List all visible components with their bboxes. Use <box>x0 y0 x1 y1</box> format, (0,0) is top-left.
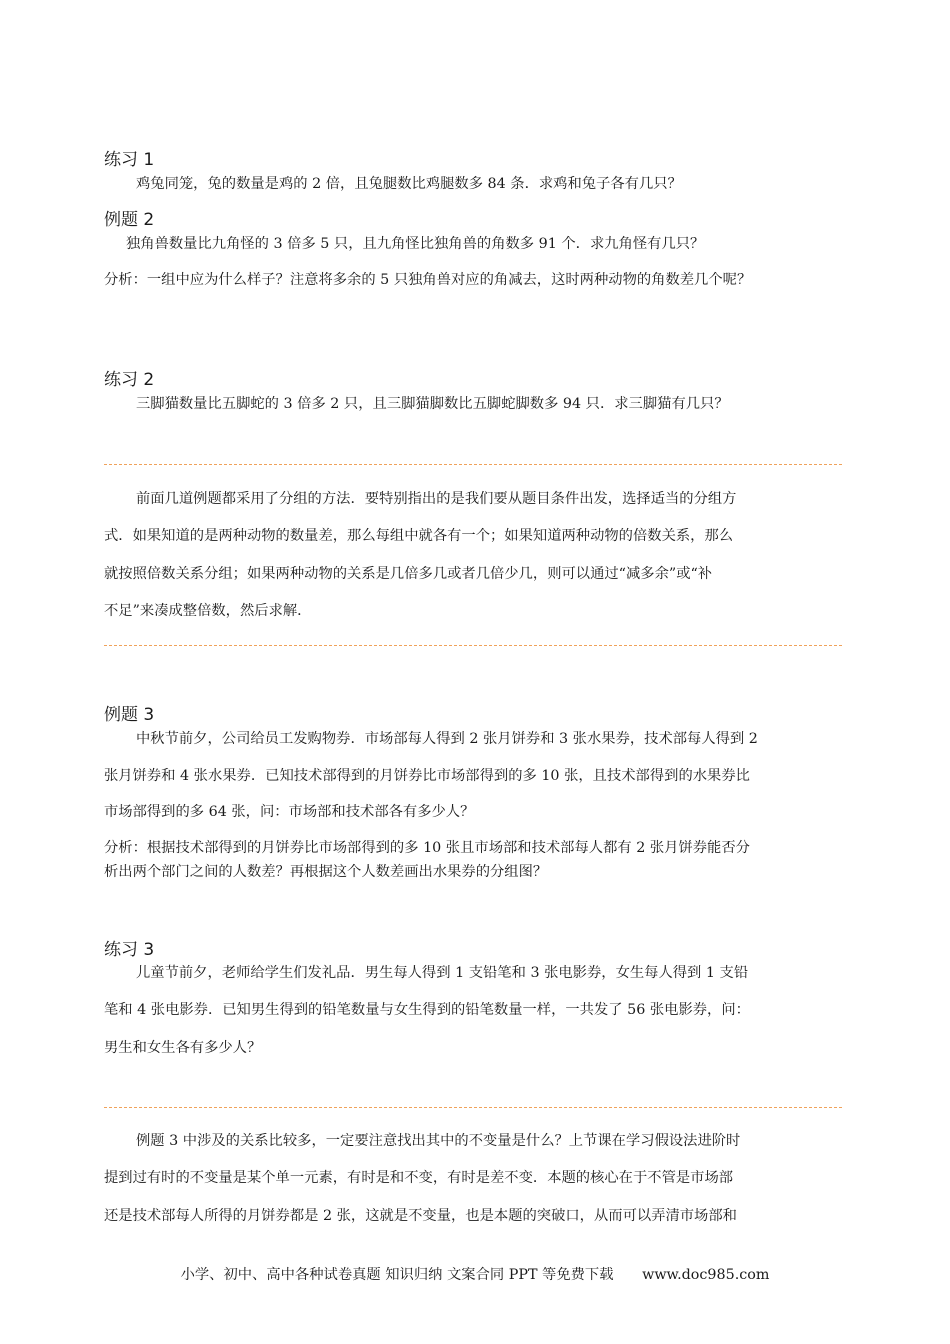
note-1-line: 式．如果知道的是两种动物的数量差，那么每组中就各有一个；如果知道两种动物的倍数关系，那么 <box>104 528 734 544</box>
note-2-line: 提到过有时的不变量是某个单一元素，有时是和不变，有时是差不变．本题的核心在于不管是市场部 <box>104 1170 734 1186</box>
practice-1-heading: 练习 1 <box>104 150 155 170</box>
example-3-analysis-line: 析出两个部门之间的人数差？再根据这个人数差画出水果券的分组图？ <box>104 864 548 880</box>
divider-top-note-1 <box>104 464 842 465</box>
practice-3-line: 男生和女生各有多少人？ <box>104 1040 262 1056</box>
practice-1-text: 鸡兔同笼，兔的数量是鸡的 2 倍，且兔腿数比鸡腿数多 84 条．求鸡和兔子各有几只？ <box>136 176 682 192</box>
divider-top-note-2 <box>104 1107 842 1108</box>
note-2-line: 例题 3 中涉及的关系比较多，一定要注意找出其中的不变量是什么？上节课在学习假设法进阶时 <box>136 1133 741 1149</box>
example-3-heading: 例题 3 <box>104 705 155 725</box>
note-1-line: 不足”来凑成整倍数，然后求解． <box>104 603 312 619</box>
practice-3-line: 笔和 4 张电影券．已知男生得到的铅笔数量与女生得到的铅笔数量一样，一共发了 56 张电影券，问： <box>104 1002 750 1018</box>
note-1-line: 就按照倍数关系分组；如果两种动物的关系是几倍多几或者几倍少几，则可以通过“减多余”或“补 <box>104 566 713 582</box>
example-3-line: 市场部得到的多 64 张，问：市场部和技术部各有多少人？ <box>104 804 475 820</box>
practice-2-heading: 练习 2 <box>104 370 155 390</box>
divider-bottom-note-1 <box>104 645 842 646</box>
note-1-line: 前面几道例题都采用了分组的方法．要特别指出的是我们要从题目条件出发，选择适当的分组方 <box>136 491 737 507</box>
footer-text: 小学、初中、高中各种试卷真题 知识归纳 文案合同 PPT 等免费下载 <box>180 1267 614 1283</box>
footer-link[interactable]: www.doc985.com <box>642 1267 770 1283</box>
practice-2-text: 三脚猫数量比五脚蛇的 3 倍多 2 只，且三脚猫脚数比五脚蛇脚数多 94 只．求三脚猫有几只？ <box>136 396 729 412</box>
practice-3-heading: 练习 3 <box>104 940 155 960</box>
example-2-analysis: 分析：一组中应为什么样子？注意将多余的 5 只独角兽对应的角减去，这时两种动物的角数差几个呢？ <box>104 272 752 288</box>
practice-3-line: 儿童节前夕，老师给学生们发礼品．男生每人得到 1 支铅笔和 3 张电影券，女生每人得到 1 支铅 <box>136 965 749 981</box>
example-2-text: 独角兽数量比九角怪的 3 倍多 5 只，且九角怪比独角兽的角数多 91 个．求九角怪有几只？ <box>126 236 705 252</box>
example-3-line: 张月饼券和 4 张水果券．已知技术部得到的月饼券比市场部得到的多 10 张，且技术部得到的水果券比 <box>104 768 750 784</box>
page-footer <box>0 1265 950 1285</box>
example-3-line: 中秋节前夕，公司给员工发购物券．市场部每人得到 2 张月饼券和 3 张水果券，技术部每人得到 2 <box>136 731 758 747</box>
example-2-heading: 例题 2 <box>104 210 155 230</box>
example-3-analysis-line: 分析：根据技术部得到的月饼券比市场部得到的多 10 张且市场部和技术部每人都有 2 张月饼券能否分 <box>104 840 750 856</box>
note-2-line: 还是技术部每人所得的月饼券都是 2 张，这就是不变量，也是本题的突破口，从而可以弄清市场部和 <box>104 1208 737 1224</box>
